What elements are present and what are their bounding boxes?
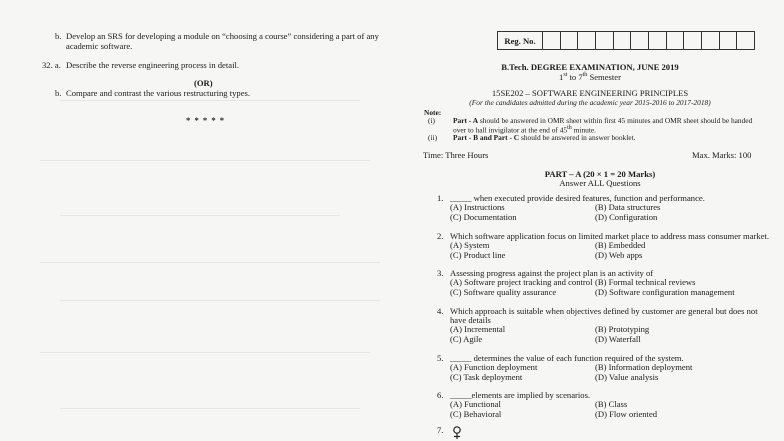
q3-option-a: (A) Software project tracking and control	[450, 277, 593, 287]
q1-text: _____ when executed provide desired features, function and performance.	[450, 193, 705, 203]
q6-option-b: (B) Class	[595, 399, 628, 409]
q5-option-d: (D) Value analysis	[595, 371, 659, 382]
q6-text: _____elements are implied by scenarios.	[450, 390, 591, 400]
note-label: Note:	[424, 108, 442, 117]
reg-no-box	[497, 31, 755, 50]
q1-option-c: (C) Documentation	[450, 211, 517, 222]
time-label: Time: Three Hours	[423, 150, 489, 160]
q4-option-d: (D) Waterfall	[595, 333, 641, 344]
university-logo-icon	[452, 426, 462, 440]
q31b-text-cont: academic software.	[66, 41, 133, 51]
q5-option-a: (A) Function deployment	[450, 362, 538, 372]
q3-options	[450, 278, 750, 298]
q2-text: Which software application focus on limited market place to address mass consumer market.	[450, 231, 770, 241]
reg-cell	[649, 32, 667, 49]
q2-option-a: (A) System	[450, 240, 490, 250]
q32b-text: Compare and contrast the various restructuring types.	[66, 88, 250, 98]
reg-cell	[631, 32, 649, 49]
reg-cell	[578, 32, 596, 49]
reg-cell	[596, 32, 614, 49]
reg-cell	[720, 32, 738, 49]
reg-cell	[667, 32, 685, 49]
q4-option-b: (B) Prototyping	[595, 324, 650, 334]
note-i-cont: over to hall invigilator at the end of 45th minute.	[453, 125, 597, 135]
part-a-title: PART – A (20 × 1 = 20 Marks)	[544, 169, 656, 179]
q2-number: 2.	[437, 231, 444, 241]
semester: 1st to 7th Semester	[559, 71, 621, 82]
note-ii: Part - B and Part - C should be answered in answer booklet.	[453, 133, 636, 142]
q5-option-b: (B) Information deployment	[595, 362, 693, 372]
q4-text: Which approach is suitable when objectives defined by customer are general but does not	[450, 306, 758, 316]
q4-options	[450, 325, 750, 345]
q5-number: 5.	[437, 353, 444, 363]
q32a-label: 32. a.	[42, 60, 61, 70]
q6-number: 6.	[437, 390, 444, 400]
reg-cell	[702, 32, 720, 49]
q2-option-b: (B) Embedded	[595, 240, 646, 250]
q4-option-a: (A) Incremental	[450, 324, 506, 334]
q5-option-c: (C) Task deployment	[450, 371, 523, 382]
q1-option-b: (B) Data structures	[595, 202, 661, 212]
q32a-text: Describe the reverse engineering process in detail.	[66, 60, 239, 70]
q6-option-c: (C) Behavioral	[450, 408, 502, 419]
q2-option-c: (C) Product line	[450, 249, 506, 260]
q3-number: 3.	[437, 268, 444, 278]
q5-options	[450, 363, 750, 383]
q3-text: Assessing progress against the project plan is an activity of	[450, 268, 654, 278]
note-ii-num: (ii)	[428, 133, 438, 142]
note-i: Part - A should be answered in OMR sheet within first 45 minutes and OMR sheet should be handed	[453, 116, 753, 125]
or-label: (OR)	[194, 78, 213, 88]
q6-option-d: (D) Flow oriented	[595, 408, 658, 419]
reg-cell	[614, 32, 632, 49]
note-i-num: (i)	[428, 116, 435, 125]
part-a-subtitle: Answer ALL Questions	[559, 178, 641, 188]
admitted-note: (For the candidates admitted during the academic year 2015-2016 to 2017-2018)	[469, 98, 711, 107]
q2-option-d: (D) Web apps	[595, 249, 643, 260]
q1-option-d: (D) Configuration	[595, 211, 658, 222]
q1-options	[450, 203, 750, 223]
reg-cell	[543, 32, 561, 49]
reg-cell	[684, 32, 702, 49]
q1-option-a: (A) Instructions	[450, 202, 505, 212]
q4-option-c: (C) Agile	[450, 333, 483, 344]
reg-cell	[737, 32, 754, 49]
q6-option-a: (A) Functional	[450, 399, 501, 409]
q7-number: 7.	[437, 425, 444, 435]
q1-number: 1.	[437, 193, 444, 203]
q3-option-d: (D) Software configuration management	[595, 286, 735, 297]
q3-option-c: (C) Software quality assurance	[450, 286, 557, 297]
q4-number: 4.	[437, 306, 444, 316]
reg-no-label: Reg. No.	[498, 32, 543, 49]
q31b-text: Develop an SRS for developing a module on “choosing a course” considering a part of any	[66, 31, 379, 41]
q31b-label: b.	[55, 31, 62, 41]
q32b-label: b.	[55, 88, 62, 98]
q3-option-b: (B) Formal technical reviews	[595, 277, 696, 287]
exam-title: B.Tech. DEGREE EXAMINATION, JUNE 2019	[501, 62, 679, 72]
reg-cell	[561, 32, 579, 49]
max-marks: Max. Marks: 100	[692, 150, 752, 160]
course-title: 15SE202 – SOFTWARE ENGINEERING PRINCIPLES	[491, 88, 689, 98]
q4-text-cont: have details	[450, 315, 491, 325]
q6-options	[450, 400, 750, 420]
q5-text: _____ determines the value of each function required of the system.	[450, 353, 684, 363]
end-stars: * * * * *	[186, 115, 226, 125]
q2-options	[450, 241, 750, 261]
